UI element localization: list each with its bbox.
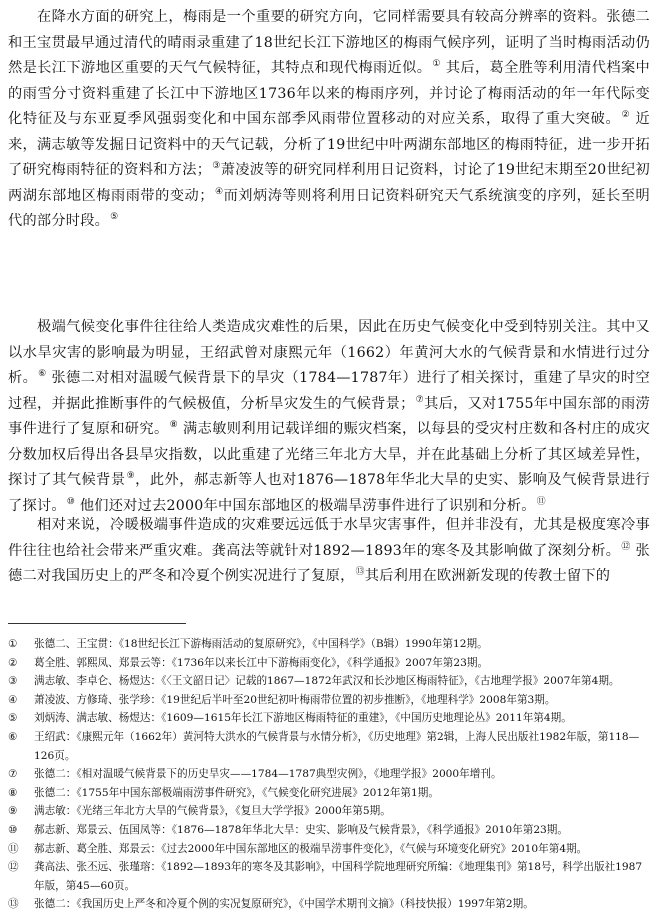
footnote-mark: ⑨ (8, 805, 18, 818)
footnote-text: 郝志新、葛全胜、郑景云：《过去2000年中国东部地区的极端旱涝事件变化》，《气候与环境变化研究》2010年第4期。 (34, 842, 588, 855)
footnote (8, 691, 650, 710)
footnote-ref[interactable]: ⑥ (38, 369, 47, 380)
paragraph-text: 他们还对过去2000年中国东部地区的极端旱涝事件进行了识别和分析。 (75, 497, 536, 514)
footnote-ref[interactable]: ⑫ (621, 541, 631, 552)
paragraph-text: 张德二对相对温暖气候背景下的旱灾（1784—1787年）进行了相关探讨，重建了旱灾的时空过程，并据此推断事件的气候极值，分析旱灾发生的气候背景； (8, 370, 650, 412)
paragraph-text: 张德二对我国历史上的严冬和冷夏个例实况进行了复原， (8, 542, 650, 584)
paragraph-extreme-events (8, 315, 650, 519)
footnote-mark: ⑧ (8, 786, 18, 799)
paragraph-text: ，此外，郝志新等人也对1876—1878年华北大旱的史实、影响及气候背景进行了探讨。 (8, 472, 650, 514)
footnote-mark: ⑥ (8, 730, 18, 743)
footnote-mark: ② (8, 656, 18, 669)
footnote-text: 张德二：《我国历史上严冬和冷夏个例的实况复原研究》，《中国学术期刊文摘》（科技快报）1997年第2期。 (34, 898, 534, 911)
footnote-ref[interactable]: ⑩ (66, 496, 76, 507)
paragraph-text: 满志敏则利用记载详细的赈灾档案，以每县的受灾村庄数和各村庄的成灾分数加权后得出各县旱灾指数，以此重建了光绪三年北方大旱，并在此基础上分析了其区域差异性，探讨了其气候背景 (8, 421, 650, 488)
footnote (8, 821, 650, 840)
footnote (8, 672, 650, 691)
footnote (8, 654, 650, 673)
paragraph-cold-events (8, 513, 650, 590)
paragraph-text: 极端气候变化事件往往给人类造成灾难性的后果，因此在历史气候变化中受到特别关注。其中又以水旱灾害的影响最为明显，王绍武曾对康熙元年（1662）年黄河大水的气候背景和水情进行过分析。 (8, 319, 650, 386)
footnote-mark: ④ (8, 693, 18, 706)
paragraph-text: 其后利用在欧洲新发现的传教士留下的 (364, 568, 611, 584)
footnote (8, 765, 650, 784)
footnote-ref[interactable]: ⑨ (126, 471, 136, 482)
footnote-list (8, 635, 650, 914)
footnote-text: 张德二：《相对温暖气候背景下的历史旱灾——1784—1787典型灾例》，《地理学报》2000年增刊。 (34, 768, 502, 781)
footnote-text: 刘炳涛、满志敏、杨煜达：《1609—1615年长江下游地区梅雨特征的重建》，《中国历史地理论丛》2011年第4期。 (34, 712, 572, 725)
footnote-ref[interactable]: ④ (214, 186, 224, 197)
footnote (8, 784, 650, 803)
footnote-text: 满志敏：《光绪三年北方大旱的气候背景》，《复旦大学学报》2000年第5期。 (34, 805, 391, 818)
paragraph-text: 其后，又对1755年中国东部的雨涝事件进行了复原和研究。 (8, 395, 650, 437)
footnote-ref[interactable]: ⑦ (415, 394, 425, 405)
footnote-text: 王绍武：《康熙元年（1662年）黄河特大洪水的气候背景与水情分析》，《历史地理》第2辑，上海人民出版社1982年版，第118—126页。 (34, 730, 640, 762)
paragraph-text: 其后，葛全胜等利用清代档案中的雨雪分寸资料重建了长江中下游地区1736年以来的梅雨序列，并讨论了梅雨活动的年一年代际变化特征及与东亚夏季风强弱变化和中国东部季风雨带位置移动的对应关系，取得了重大突破。 (8, 60, 650, 127)
footnote-text: 张德二：《1755年中国东部极端雨涝事件研究》，《气候变化研究进展》2012年第1期。 (34, 786, 439, 799)
footnote (8, 840, 650, 859)
footnote-mark: ⑫ (8, 861, 19, 874)
footnote (8, 895, 650, 914)
footnote-ref[interactable]: ⑤ (110, 212, 119, 223)
footnote-mark: ① (8, 638, 18, 650)
paragraph-text: 近来，满志敏等发掘日记资料中的天气记载，分析了19世纪中叶两湖东部地区的梅雨特征，进一步开拓了研究梅雨特征的资料和方法； (8, 111, 650, 178)
footnote-ref[interactable]: ⑪ (536, 496, 546, 507)
footnote-ref[interactable]: ⑧ (169, 420, 179, 431)
paragraph-text: 在降水方面的研究上，梅雨是一个重要的研究方向，它同样需要具有较高分辨率的资料。张德二和王宝贯最早通过清代的晴雨录重建了18世纪长江下游地区的梅雨气候序列，证明了当时梅雨活动仍然是长江下游地区重要的天气气候特征，其特点和现代梅雨近似。 (8, 9, 650, 76)
footnote-text: 满志敏、李卓仑、杨煜达：《〈王文韶日记〉记载的1867—1872年武汉和长沙地区梅雨特征》，《古地理学报》2007年第4期。 (34, 675, 620, 688)
footnote (8, 858, 650, 895)
footnote-text: 郝志新、郑景云、伍国凤等：《1876—1878年华北大旱：史实、影响及气候背景》，《科学通报》2010年第23期。 (34, 823, 568, 836)
footnote-ref[interactable]: ③ (212, 161, 221, 172)
footnote (8, 709, 650, 728)
footnote-text: 龚高法、张丕远、张瑾瑢：《1892—1893年的寒冬及其影响》，中国科学院地理研究所编：《地理集刊》第18号，科学出版社1987年版，第45—60页。 (34, 861, 643, 892)
paragraph-text: 萧凌波等的研究同样利用日记资料，讨论了19世纪末期至20世纪初两湖东部地区梅雨雨带的变动； (8, 162, 650, 204)
footnote-mark: ⑪ (8, 842, 19, 855)
footnote-text: 葛全胜、郭熙凤、郑景云等：《1736年以来长江中下游梅雨变化》，《科学通报》2007年第23期。 (34, 656, 489, 669)
footnote-mark: ⑦ (8, 768, 18, 781)
footnote-text: 张德二、王宝贯：《18世纪长江下游梅雨活动的复原研究》，《中国科学》（B辑）1990年第12期。 (34, 638, 488, 650)
footnote-text: 萧凌波、方修琦、张学珍：《19世纪后半叶至20世纪初叶梅雨带位置的初步推断》，《地理科学》2008年第3期。 (34, 693, 556, 706)
footnote-ref[interactable]: ① (432, 59, 441, 70)
footnote-mark: ⑤ (8, 712, 18, 725)
footnote-mark: ⑩ (8, 823, 18, 836)
footnote-mark: ③ (8, 675, 18, 688)
footnote-ref[interactable]: ② (621, 110, 631, 121)
paragraph-meiyu-research (8, 5, 650, 235)
footnote (8, 635, 650, 654)
footnote (8, 802, 650, 821)
footnote (8, 728, 650, 765)
footnote-mark: ⑬ (8, 898, 19, 911)
paragraph-text: 相对来说，冷暖极端事件造成的灾难要远远低于水旱灾害事件，但并非没有，尤其是极度寒冷事件往往也给社会带来严重灾难。龚高法等就针对1892—1893年的寒冬及其影响做了深刻分析。 (8, 517, 650, 559)
footnote-divider (8, 623, 186, 624)
footnote-ref[interactable]: ⑬ (355, 567, 365, 578)
paragraph-text: 而刘炳涛等则将利用日记资料研究天气系统演变的序列，延长至明代的部分时段。 (8, 187, 650, 229)
